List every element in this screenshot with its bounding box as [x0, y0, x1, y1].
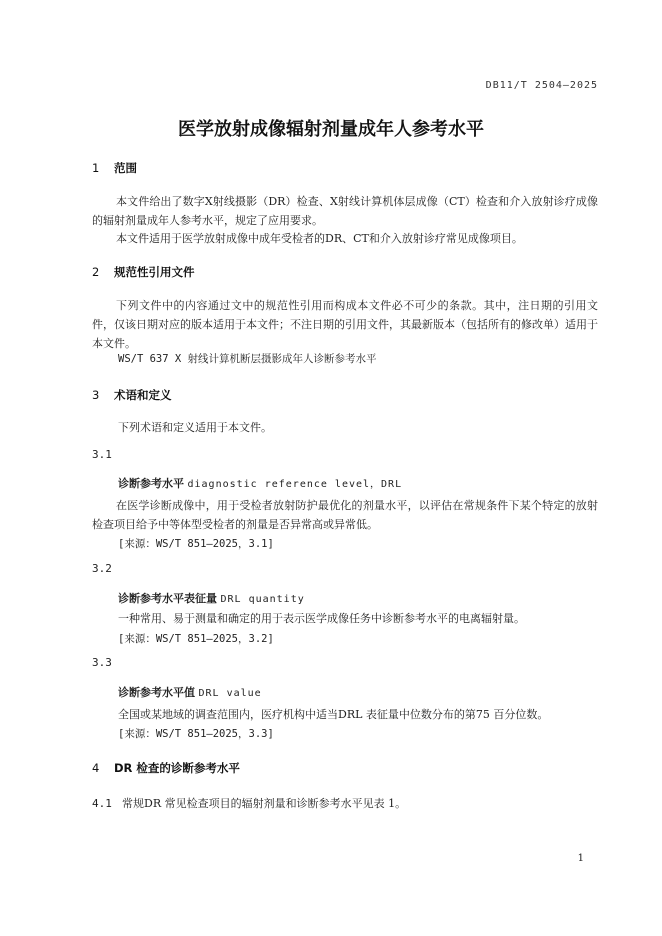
- term-en: DRL quantity: [220, 594, 305, 605]
- clause-text: 常规DR 常见检查项目的辐射剂量和诊断参考水平见表 1。: [122, 797, 407, 810]
- term-cn: 诊断参考水平值: [118, 686, 195, 699]
- term-3-2: [118, 590, 305, 606]
- section-number: 3: [92, 388, 100, 402]
- document-title: 医学放射成像辐射剂量成年人参考水平: [178, 119, 484, 140]
- section-4-heading: [92, 760, 240, 776]
- normative-reference: WS/T 637 X 射线计算机断层摄影成年人诊断参考水平: [118, 353, 377, 365]
- section-3-heading: [92, 387, 172, 403]
- clause-4-1: [92, 795, 406, 811]
- section-3-intro: 下列术语和定义适用于本文件。: [118, 421, 272, 434]
- section-number: 2: [92, 265, 100, 279]
- term-3-3-definition: 全国或某地域的调查范围内，医疗机构中适当DRL 表征量中位数分布的第75 百分位数。: [118, 708, 549, 721]
- section-1-paragraph-2: 本文件适用于医学放射成像中成年受检者的DR、CT和介入放射诊疗常见成像项目。: [116, 232, 523, 245]
- term-3-2-source: [来源：WS/T 851—2025，3.2]: [118, 633, 274, 645]
- section-2-paragraph-1: 下列文件中的内容通过文中的规范性引用而构成本文件必不可少的条款。其中，注日期的引用文件，仅该日期对应的版本适用于本文件；不注日期的引用文件，其最新版本（包括所有的修改单）适用于本文件。: [92, 299, 598, 350]
- section-2-heading: [92, 264, 195, 280]
- term-3-1-source: [来源：WS/T 851—2025，3.1]: [118, 538, 274, 550]
- term-en: diagnostic reference level，DRL: [187, 479, 403, 490]
- section-1-heading: [92, 160, 137, 176]
- page-number: 1: [577, 853, 584, 864]
- term-3-1: [118, 475, 402, 491]
- clause-number: 4.1: [92, 797, 112, 810]
- term-3-2-definition: 一种常用、易于测量和确定的用于表示医学成像任务中诊断参考水平的电离辐射量。: [118, 612, 525, 625]
- term-3-1-definition: 在医学诊断成像中，用于受检者放射防护最优化的剂量水平，以评估在常规条件下某个特定的放射检查项目给予中等体型受检者的剂量是否异常高或异常低。: [92, 499, 598, 531]
- term-3-1-number: 3.1: [92, 448, 112, 461]
- standard-number: DB11/T 2504—2025: [485, 80, 598, 91]
- term-3-3-source: [来源：WS/T 851—2025，3.3]: [118, 728, 274, 740]
- section-title: 术语和定义: [114, 388, 172, 402]
- section-1-paragraph-1: 本文件给出了数字X射线摄影（DR）检查、X射线计算机体层成像（CT）检查和介入放射诊疗成像的辐射剂量成年人参考水平，规定了应用要求。: [92, 195, 598, 227]
- term-3-3-number: 3.3: [92, 656, 112, 669]
- term-3-2-number: 3.2: [92, 562, 112, 575]
- term-cn: 诊断参考水平: [118, 477, 184, 490]
- term-en: DRL value: [198, 688, 262, 699]
- section-number: 4: [92, 761, 100, 775]
- section-number: 1: [92, 161, 100, 175]
- term-3-3: [118, 684, 262, 700]
- section-title: 范围: [114, 161, 137, 175]
- term-cn: 诊断参考水平表征量: [118, 592, 217, 605]
- section-title: DR 检查的诊断参考水平: [114, 761, 240, 775]
- section-title: 规范性引用文件: [114, 265, 195, 279]
